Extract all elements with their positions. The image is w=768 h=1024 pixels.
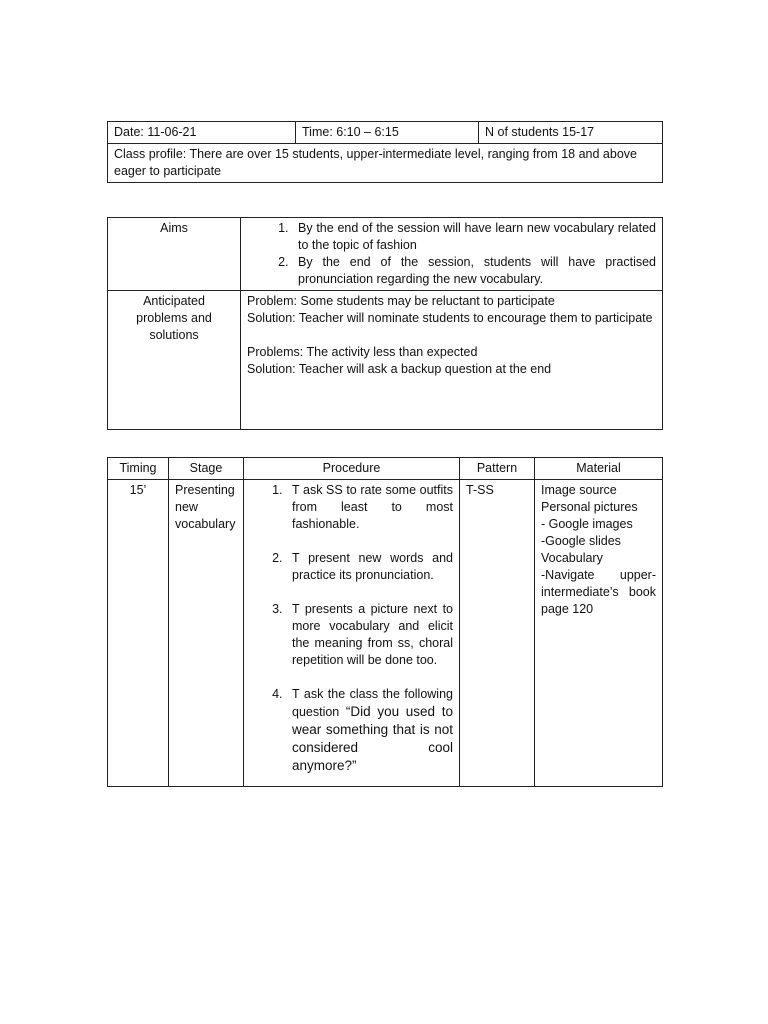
- problems-label-line: problems and: [136, 311, 212, 325]
- material-line: Personal pictures: [541, 500, 638, 514]
- procedure-list: [250, 482, 453, 775]
- pattern-header: Pattern: [460, 458, 535, 480]
- question-quote: “Did you used to wear something that is not considered: [292, 704, 453, 755]
- problem-text: Problems: The activity less than expected: [247, 345, 478, 359]
- procedure-cell: [244, 480, 460, 787]
- problems-label-line: Anticipated: [143, 294, 205, 308]
- aim-item: 1. By the end of the session will have learn new vocabulary related to the topic of fashion: [292, 220, 656, 254]
- class-info-row: [108, 122, 663, 144]
- problem-text: Problem: Some students may be reluctant to participate: [247, 294, 555, 308]
- timing-cell: 15’: [108, 480, 169, 787]
- pattern-cell: T-SS: [460, 480, 535, 787]
- aim-item: 2. By the end of the session, students will have practised pronunciation regarding the new vocabulary.: [292, 254, 656, 288]
- material-line: Image source: [541, 483, 617, 497]
- aims-list-cell: [241, 218, 663, 291]
- procedure-row: [108, 480, 663, 787]
- material-cell: [535, 480, 663, 787]
- material-header: Material: [535, 458, 663, 480]
- solution-text: Solution: Teacher will nominate students to encourage them to participate: [247, 311, 653, 325]
- procedure-step-lead: T ask the class the following question: [292, 687, 453, 719]
- problems-row: [108, 291, 663, 430]
- class-profile-row: [108, 144, 663, 183]
- procedure-step: 1. T ask SS to rate some outfits from least to most fashionable.: [286, 482, 453, 533]
- material-line: -Google slides: [541, 534, 621, 548]
- timing-header: Timing: [108, 458, 169, 480]
- material-line: - Google images: [541, 517, 633, 531]
- class-info-table: [107, 121, 663, 183]
- problems-label-line: solutions: [149, 328, 199, 342]
- time-cell: Time: 6:10 – 6:15: [296, 122, 479, 144]
- procedure-step: 2. T present new words and practice its pronunciation.: [286, 550, 453, 584]
- procedure-header: Procedure: [244, 458, 460, 480]
- date-cell: Date: 11-06-21: [108, 122, 296, 144]
- procedure-header-row: [108, 458, 663, 480]
- aims-label: Aims: [108, 218, 241, 291]
- problems-label: [108, 291, 241, 430]
- aims-problems-table: [107, 217, 663, 430]
- aims-row: [108, 218, 663, 291]
- stage-cell: Presenting new vocabulary: [169, 480, 244, 787]
- material-line: Vocabulary: [541, 551, 603, 565]
- solution-text: Solution: Teacher will ask a backup question at the end: [247, 362, 552, 376]
- students-count-cell: N of students 15-17: [479, 122, 663, 144]
- procedure-step: [286, 686, 453, 775]
- class-profile-cell: Class profile: There are over 15 students, upper-intermediate level, ranging from 18 and above eager to participate: [108, 144, 663, 183]
- material-line: -Navigate upper-intermediate’s book page 120: [541, 568, 656, 616]
- question-quote-end: anymore?”: [292, 758, 357, 773]
- procedure-step: 3. T presents a picture next to more vocabulary and elicit the meaning from ss, choral repetition will be done too.: [286, 601, 453, 669]
- problems-solutions-cell: [241, 291, 663, 430]
- stage-header: Stage: [169, 458, 244, 480]
- aims-list: [247, 220, 656, 288]
- procedure-table: [107, 457, 663, 787]
- question-quote-italic: cool: [428, 740, 453, 755]
